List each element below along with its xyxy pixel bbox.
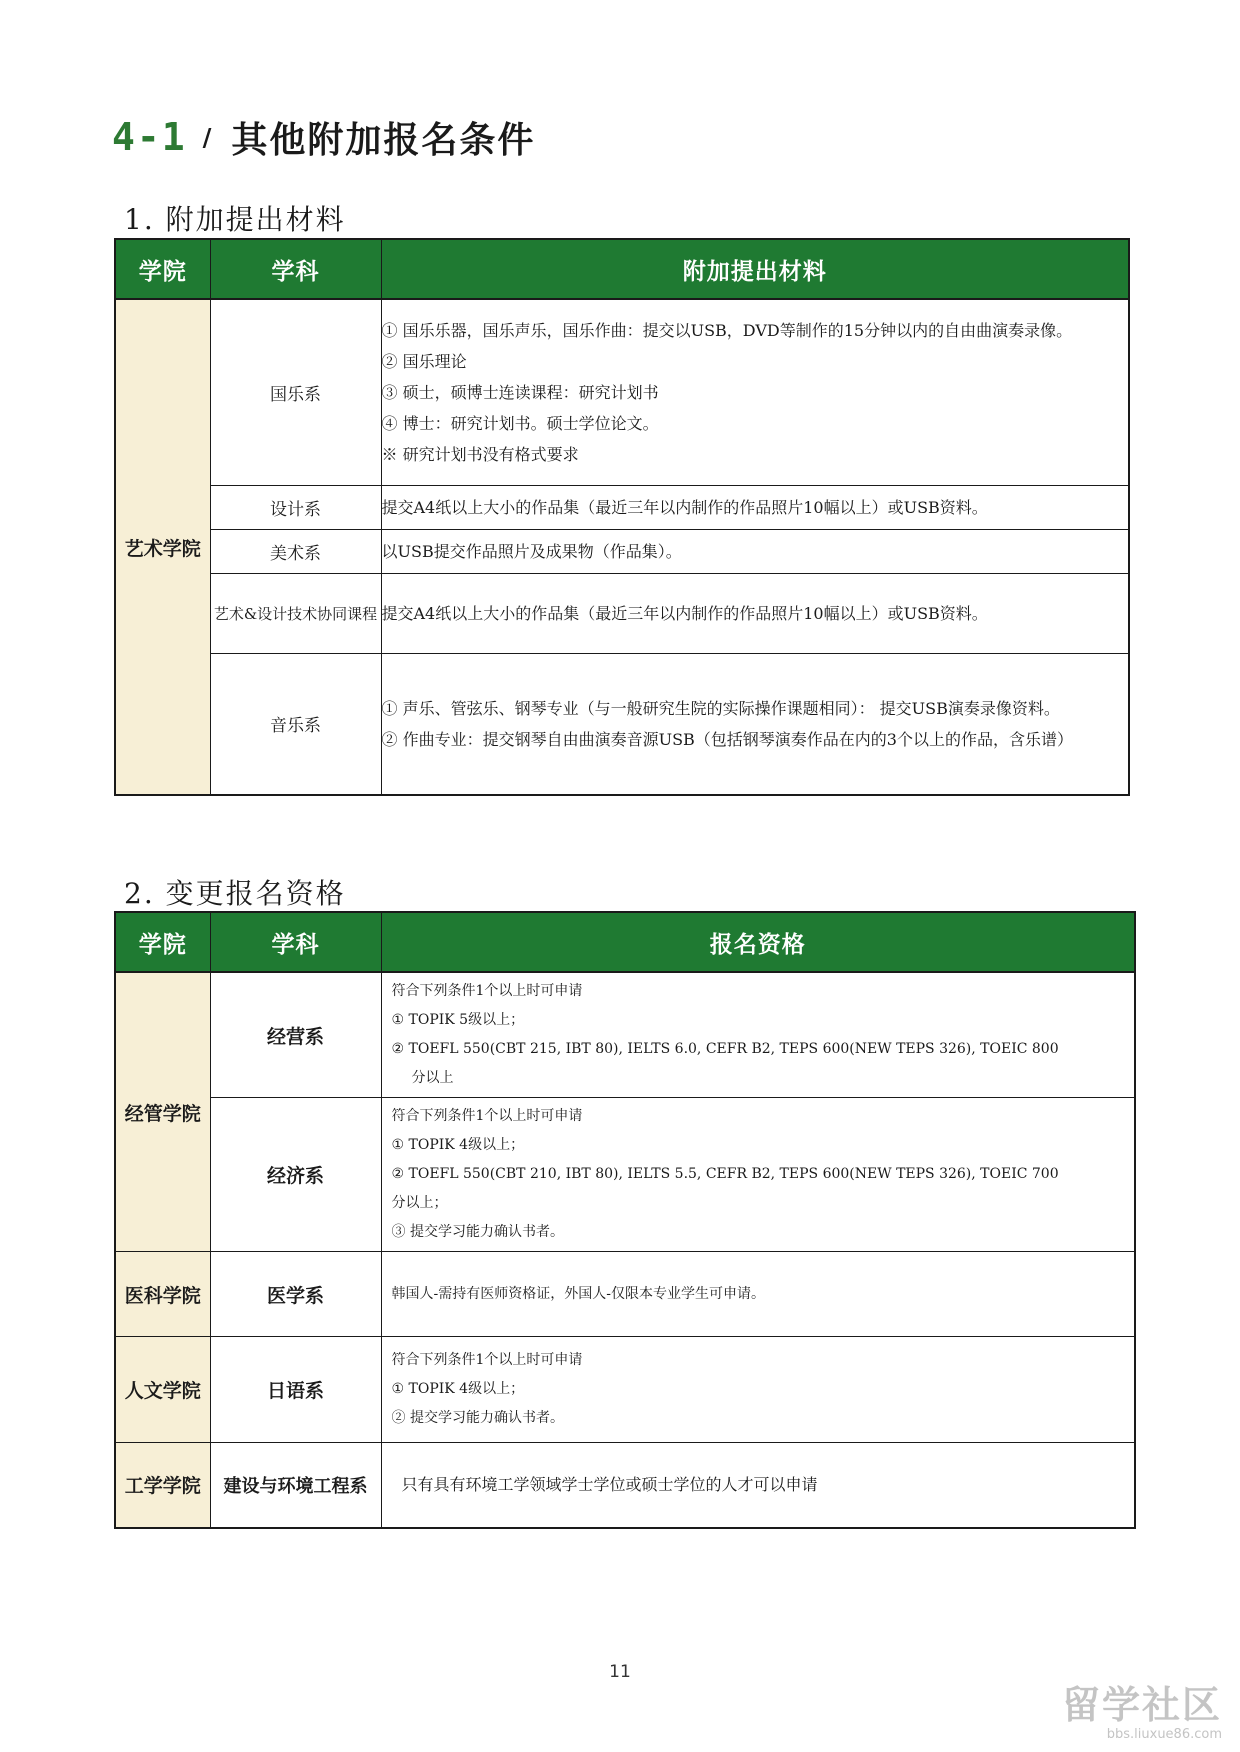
college-cell: 经管学院 (115, 972, 210, 1252)
additional-materials-table (114, 238, 1130, 796)
content-line: ② TOEFL 550(CBT 210, IBT 80), IELTS 5.5, CEFR B2, TEPS 600(NEW TEPS 326), TOEIC 700 (391, 1166, 1059, 1182)
qualification-cell (381, 972, 1135, 1098)
content-line: 韩国人-需持有医师资格证，外国人-仅限本专业学生可申请。 (391, 1285, 765, 1302)
qualification-table (114, 911, 1136, 1529)
header-college: 学院 (115, 912, 210, 972)
watermark-url: bbs.liuxue86.com (1106, 1727, 1222, 1742)
content-line: ① TOPIK 5级以上； (391, 1012, 525, 1028)
content-line: ③ 硕士，硕博士连读课程：研究计划书 (381, 382, 659, 402)
content-line: ② TOEFL 550(CBT 215, IBT 80), IELTS 6.0, CEFR B2, TEPS 600(NEW TEPS 326), TOEIC 800 (391, 1041, 1059, 1057)
content-line: 分以上 (411, 1070, 454, 1086)
page-title-number: 4-1 (112, 115, 187, 159)
content-line: ① TOPIK 4级以上； (391, 1137, 525, 1153)
content-line: 符合下列条件1个以上时可申请 (391, 983, 583, 999)
page-number: 11 (609, 1662, 631, 1682)
header-college: 学院 (115, 239, 210, 299)
content-line: 符合下列条件1个以上时可申请 (391, 1108, 583, 1124)
subject-cell: 音乐系 (210, 653, 381, 795)
page-title (112, 112, 535, 162)
content-line: ① 声乐、管弦乐、钢琴专业（与一般研究生院的实际操作课题相同）： 提交USB演奏录像资料。 (381, 698, 1060, 718)
table-row (115, 1337, 1135, 1443)
subject-cell: 医学系 (210, 1252, 381, 1337)
content-line: 以USB提交作品照片及成果物（作品集）。 (381, 541, 682, 561)
subject-cell: 建设与环境工程系 (210, 1443, 381, 1528)
subject-cell: 设计系 (210, 485, 381, 529)
qualification-cell (381, 1098, 1135, 1252)
page-title-text: 其他附加报名条件 (231, 118, 536, 161)
table-row (115, 1443, 1135, 1528)
materials-cell (381, 485, 1129, 529)
college-cell: 艺术学院 (115, 299, 210, 795)
table-row (115, 299, 1129, 485)
subject-cell: 日语系 (210, 1337, 381, 1443)
qualification-cell (381, 1337, 1135, 1443)
college-cell: 医科学院 (115, 1252, 210, 1337)
header-materials: 附加提出材料 (381, 239, 1129, 299)
watermark (1062, 1674, 1222, 1742)
header-subject: 学科 (210, 912, 381, 972)
header-qualification: 报名资格 (381, 912, 1135, 972)
content-line: 符合下列条件1个以上时可申请 (391, 1352, 583, 1368)
materials-cell (381, 299, 1129, 485)
materials-cell (381, 573, 1129, 653)
content-line: ② 提交学习能力确认书者。 (391, 1410, 564, 1426)
subject-cell: 国乐系 (210, 299, 381, 485)
section1-title: 1. 附加提出材料 (124, 203, 346, 236)
qualification-cell (381, 1443, 1135, 1528)
content-line: ① 国乐乐器，国乐声乐，国乐作曲：提交以USB，DVD等制作的15分钟以内的自由曲演奏录像。 (381, 320, 1073, 340)
table-row (115, 529, 1129, 573)
materials-cell (381, 529, 1129, 573)
table-header-row (115, 912, 1135, 972)
materials-cell (381, 653, 1129, 795)
table-row (115, 653, 1129, 795)
college-cell: 人文学院 (115, 1337, 210, 1443)
content-line: 提交A4纸以上大小的作品集（最近三年以内制作的作品照片10幅以上）或USB资料。 (381, 603, 988, 623)
content-line: ① TOPIK 4级以上； (391, 1381, 525, 1397)
subject-cell: 艺术&设计技术协同课程 (210, 573, 381, 653)
table-row (115, 972, 1135, 1098)
content-line: 分以上； (391, 1195, 448, 1211)
subject-cell: 经济系 (210, 1098, 381, 1252)
watermark-logo-text: 留学社区 (1061, 1683, 1222, 1727)
content-line: 只有具有环境工学领域学士学位或硕士学位的人才可以申请 (401, 1475, 818, 1495)
content-line: ② 国乐理论 (381, 351, 467, 371)
subject-cell: 经营系 (210, 972, 381, 1098)
section2-title: 2. 变更报名资格 (124, 877, 346, 910)
content-line: ② 作曲专业：提交钢琴自由曲演奏音源USB（包括钢琴演奏作品在内的3个以上的作品，含乐谱） (381, 729, 1073, 749)
page-title-slash: / (202, 122, 214, 152)
table-row (115, 573, 1129, 653)
qualification-cell (381, 1252, 1135, 1337)
table-header-row (115, 239, 1129, 299)
header-subject: 学科 (210, 239, 381, 299)
subject-cell: 美术系 (210, 529, 381, 573)
content-line: ※ 研究计划书没有格式要求 (381, 444, 579, 464)
table-row (115, 1252, 1135, 1337)
college-cell: 工学学院 (115, 1443, 210, 1528)
content-line: 提交A4纸以上大小的作品集（最近三年以内制作的作品照片10幅以上）或USB资料。 (381, 497, 988, 517)
table-row (115, 485, 1129, 529)
content-line: ③ 提交学习能力确认书者。 (391, 1224, 564, 1240)
content-line: ④ 博士：研究计划书。硕士学位论文。 (381, 413, 659, 433)
table-row (115, 1098, 1135, 1252)
